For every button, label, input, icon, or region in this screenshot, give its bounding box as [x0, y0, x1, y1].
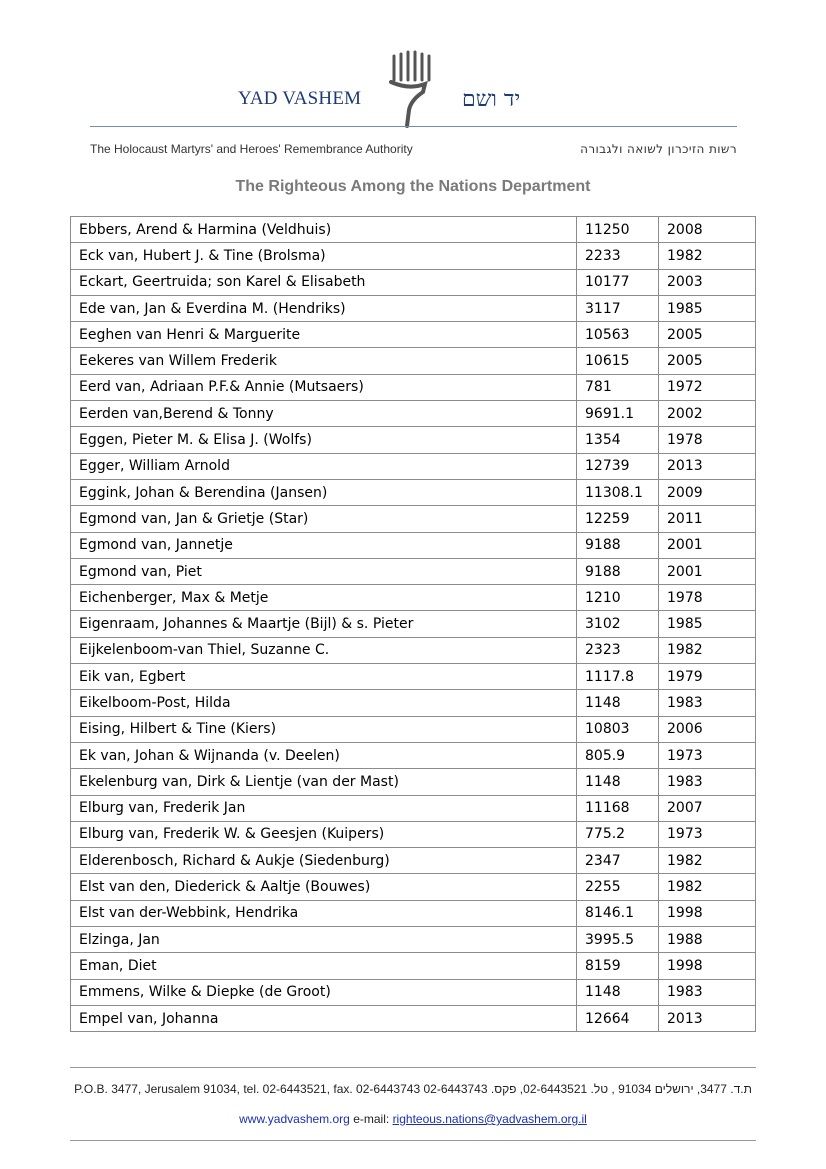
record-name-cell: Eerden van,Berend & Tonny [71, 401, 577, 427]
record-file-cell: 10615 [577, 348, 659, 374]
record-year-cell: 2011 [659, 506, 756, 532]
record-year-cell: 1985 [659, 295, 756, 321]
table-row [71, 795, 756, 821]
table-row [71, 716, 756, 742]
righteous-records-table [70, 216, 756, 1032]
record-name-cell: Eik van, Egbert [71, 664, 577, 690]
table-row [71, 1005, 756, 1031]
record-file-cell: 10177 [577, 269, 659, 295]
record-name-cell: Eichenberger, Max & Metje [71, 585, 577, 611]
record-name-cell: Eekeres van Willem Frederik [71, 348, 577, 374]
website-link[interactable]: www.yadvashem.org [239, 1112, 350, 1126]
address-hebrew: ת.ד. 3477, ירושלים 91034 , טל. 02-6443521, פקס. 02-6443743 [423, 1082, 752, 1096]
record-name-cell: Eerd van, Adriaan P.F.& Annie (Mutsaers) [71, 374, 577, 400]
record-file-cell: 1117.8 [577, 664, 659, 690]
table-row [71, 217, 756, 243]
table-row [71, 664, 756, 690]
table-row [71, 900, 756, 926]
record-file-cell: 3117 [577, 295, 659, 321]
record-name-cell: Ekelenburg van, Dirk & Lientje (van der Mast) [71, 769, 577, 795]
authority-line [90, 142, 737, 156]
record-file-cell: 2233 [577, 243, 659, 269]
record-name-cell: Empel van, Johanna [71, 1005, 577, 1031]
record-name-cell: Elst van den, Diederick & Aaltje (Bouwes) [71, 874, 577, 900]
record-year-cell: 1972 [659, 374, 756, 400]
records-body [71, 217, 756, 1032]
record-name-cell: Eckart, Geertruida; son Karel & Elisabeth [71, 269, 577, 295]
record-file-cell: 9188 [577, 558, 659, 584]
record-file-cell: 1210 [577, 585, 659, 611]
record-name-cell: Eeghen van Henri & Marguerite [71, 322, 577, 348]
table-row [71, 243, 756, 269]
email-link[interactable]: righteous.nations@yadvashem.org.il [392, 1112, 587, 1126]
record-year-cell: 1973 [659, 742, 756, 768]
record-file-cell: 12739 [577, 453, 659, 479]
table-row [71, 401, 756, 427]
letterhead [0, 0, 826, 170]
authority-hebrew: רשות הזיכרון לשואה ולגבורה [580, 142, 737, 156]
record-year-cell: 2013 [659, 453, 756, 479]
footer-contact [0, 1112, 826, 1126]
record-file-cell: 1148 [577, 979, 659, 1005]
record-file-cell: 10803 [577, 716, 659, 742]
header-divider [90, 126, 737, 127]
table-row [71, 348, 756, 374]
record-year-cell: 2006 [659, 716, 756, 742]
table-row [71, 322, 756, 348]
record-year-cell: 2001 [659, 558, 756, 584]
record-file-cell: 1354 [577, 427, 659, 453]
record-name-cell: Elburg van, Frederik W. & Geesjen (Kuipers) [71, 821, 577, 847]
record-file-cell: 9188 [577, 532, 659, 558]
record-year-cell: 1982 [659, 848, 756, 874]
record-file-cell: 12259 [577, 506, 659, 532]
record-name-cell: Elderenbosch, Richard & Aukje (Siedenburg) [71, 848, 577, 874]
table-row [71, 453, 756, 479]
record-name-cell: Ebbers, Arend & Harmina (Veldhuis) [71, 217, 577, 243]
record-name-cell: Ek van, Johan & Wijnanda (v. Deelen) [71, 742, 577, 768]
table-row [71, 637, 756, 663]
record-year-cell: 1978 [659, 427, 756, 453]
record-file-cell: 1148 [577, 769, 659, 795]
record-year-cell: 1983 [659, 979, 756, 1005]
record-name-cell: Egmond van, Jan & Grietje (Star) [71, 506, 577, 532]
authority-english: The Holocaust Martyrs' and Heroes' Remembrance Authority [90, 142, 413, 156]
record-file-cell: 3995.5 [577, 927, 659, 953]
record-year-cell: 1982 [659, 874, 756, 900]
address-english: P.O.B. 3477, Jerusalem 91034, tel. 02-6443521, fax. 02-6443743 [74, 1082, 421, 1096]
record-year-cell: 2005 [659, 322, 756, 348]
record-file-cell: 2323 [577, 637, 659, 663]
record-name-cell: Egger, William Arnold [71, 453, 577, 479]
record-file-cell: 8159 [577, 953, 659, 979]
record-year-cell: 2007 [659, 795, 756, 821]
record-file-cell: 2255 [577, 874, 659, 900]
table-row [71, 506, 756, 532]
record-file-cell: 11168 [577, 795, 659, 821]
table-row [71, 611, 756, 637]
table-row [71, 953, 756, 979]
record-year-cell: 1983 [659, 769, 756, 795]
record-name-cell: Eman, Diet [71, 953, 577, 979]
table-row [71, 927, 756, 953]
record-name-cell: Eikelboom-Post, Hilda [71, 690, 577, 716]
record-file-cell: 12664 [577, 1005, 659, 1031]
record-name-cell: Eijkelenboom-van Thiel, Suzanne C. [71, 637, 577, 663]
table-row [71, 979, 756, 1005]
record-file-cell: 805.9 [577, 742, 659, 768]
record-name-cell: Elburg van, Frederik Jan [71, 795, 577, 821]
record-year-cell: 1998 [659, 953, 756, 979]
table-row [71, 558, 756, 584]
record-file-cell: 10563 [577, 322, 659, 348]
record-year-cell: 1983 [659, 690, 756, 716]
record-year-cell: 1998 [659, 900, 756, 926]
record-name-cell: Eigenraam, Johannes & Maartje (Bijl) & s. Pieter [71, 611, 577, 637]
table-row [71, 532, 756, 558]
table-row [71, 848, 756, 874]
record-name-cell: Elst van der-Webbink, Hendrika [71, 900, 577, 926]
record-year-cell: 2013 [659, 1005, 756, 1031]
brand-name-hebrew: יד ושם [462, 87, 521, 112]
record-name-cell: Elzinga, Jan [71, 927, 577, 953]
table-row [71, 585, 756, 611]
table-row [71, 690, 756, 716]
record-file-cell: 3102 [577, 611, 659, 637]
record-year-cell: 2008 [659, 217, 756, 243]
record-file-cell: 11308.1 [577, 479, 659, 505]
table-row [71, 269, 756, 295]
yad-vashem-menorah-logo [385, 50, 435, 128]
record-year-cell: 1985 [659, 611, 756, 637]
brand-name-english: YAD VASHEM [238, 88, 362, 109]
record-file-cell: 775.2 [577, 821, 659, 847]
record-year-cell: 2003 [659, 269, 756, 295]
record-name-cell: Eck van, Hubert J. & Tine (Brolsma) [71, 243, 577, 269]
record-name-cell: Eggen, Pieter M. & Elisa J. (Wolfs) [71, 427, 577, 453]
record-file-cell: 1148 [577, 690, 659, 716]
record-name-cell: Eggink, Johan & Berendina (Jansen) [71, 479, 577, 505]
table-row [71, 295, 756, 321]
table-row [71, 821, 756, 847]
footer-address [0, 1082, 826, 1096]
record-name-cell: Ede van, Jan & Everdina M. (Hendriks) [71, 295, 577, 321]
record-year-cell: 1982 [659, 637, 756, 663]
email-label: e-mail: [353, 1112, 390, 1126]
table-row [71, 874, 756, 900]
record-name-cell: Emmens, Wilke & Diepke (de Groot) [71, 979, 577, 1005]
record-name-cell: Egmond van, Jannetje [71, 532, 577, 558]
record-file-cell: 781 [577, 374, 659, 400]
table-row [71, 769, 756, 795]
department-title: The Righteous Among the Nations Department [235, 178, 591, 195]
record-year-cell: 1973 [659, 821, 756, 847]
record-name-cell: Eising, Hilbert & Tine (Kiers) [71, 716, 577, 742]
table-row [71, 742, 756, 768]
footer-divider-bottom [70, 1140, 756, 1141]
record-year-cell: 2009 [659, 479, 756, 505]
record-year-cell: 1982 [659, 243, 756, 269]
record-year-cell: 1978 [659, 585, 756, 611]
record-file-cell: 8146.1 [577, 900, 659, 926]
record-year-cell: 2002 [659, 401, 756, 427]
table-row [71, 479, 756, 505]
record-name-cell: Egmond van, Piet [71, 558, 577, 584]
table-row [71, 427, 756, 453]
record-year-cell: 1988 [659, 927, 756, 953]
record-year-cell: 2001 [659, 532, 756, 558]
record-file-cell: 9691.1 [577, 401, 659, 427]
record-year-cell: 2005 [659, 348, 756, 374]
record-file-cell: 11250 [577, 217, 659, 243]
footer-divider-top [70, 1067, 756, 1068]
table-row [71, 374, 756, 400]
record-year-cell: 1979 [659, 664, 756, 690]
record-file-cell: 2347 [577, 848, 659, 874]
